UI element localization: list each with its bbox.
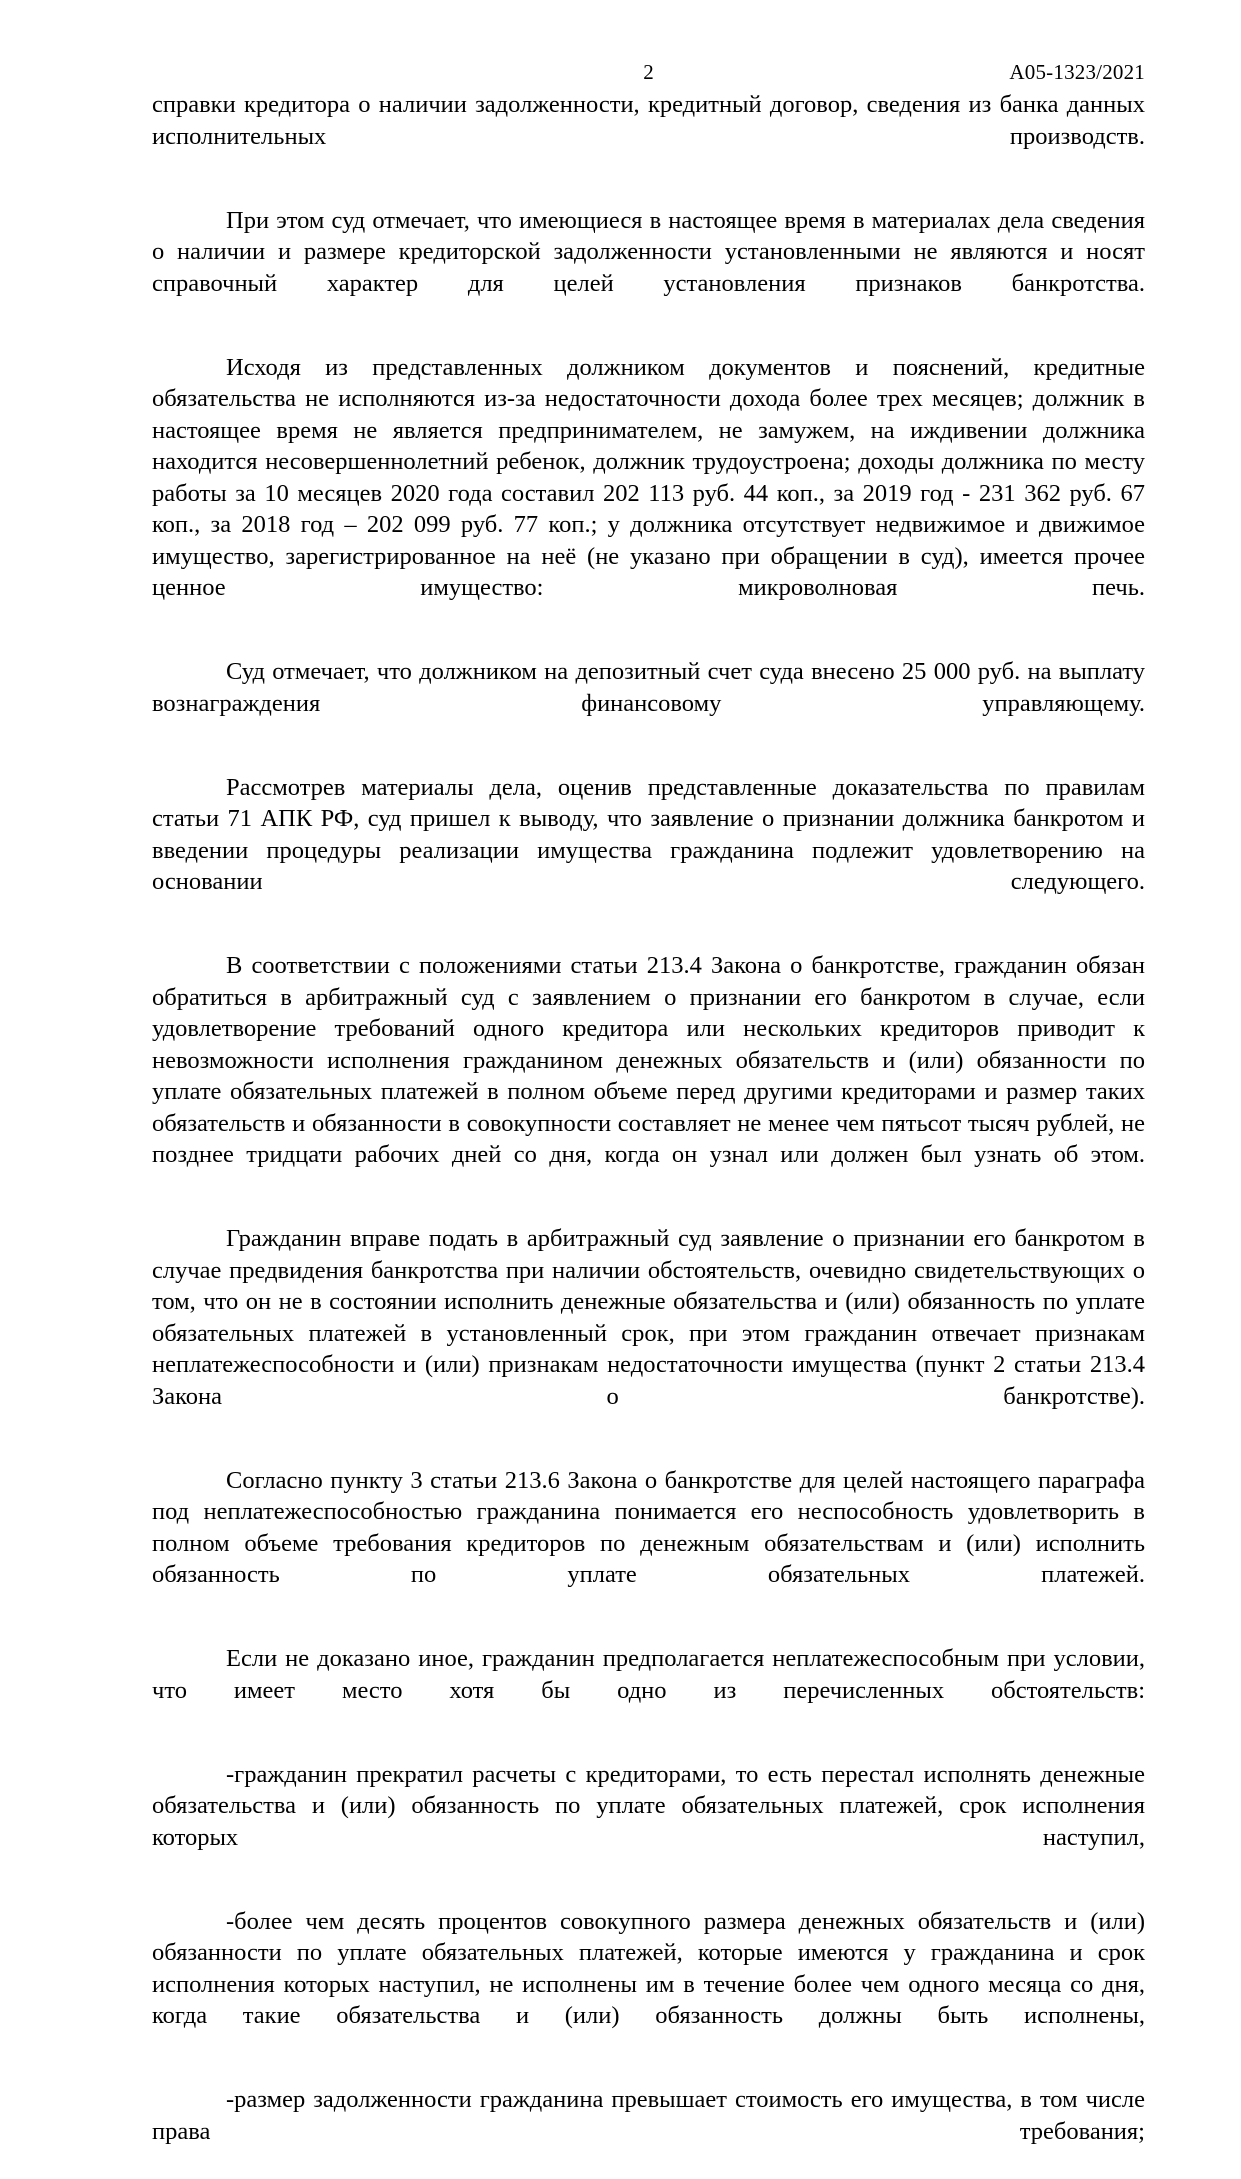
case-number: A05-1323/2021	[1009, 60, 1145, 84]
paragraph-p8: Согласно пункту 3 статьи 213.6 Закона о банкротстве для целей настоящего параграфа под неплатежеспособностью гражданина понимается его неспособность удовлетворить в полном объеме требования кредиторов по денежным обязательствам и (или) исполнить обязанность по уплате обязательных платежей.	[152, 1466, 1145, 1588]
paragraph-p5: Рассмотрев материалы дела, оценив представленные доказательства по правилам статьи 71 АПК РФ, суд пришел к выводу, что заявление о признании должника банкротом и введении процедуры реализации имущества гражданина подлежит удовлетворению на основании следующего.	[152, 773, 1145, 895]
page-header	[152, 55, 1145, 89]
paragraph-p12: -размер задолженности гражданина превышает стоимость его имущества, в том числе права требования;	[152, 2086, 1145, 2145]
paragraph-p4: Суд отмечает, что должником на депозитный счет суда внесено 25 000 руб. на выплату вознаграждения финансовому управляющему.	[152, 658, 1145, 717]
paragraph-p6: В соответствии с положениями статьи 213.4 Закона о банкротстве, гражданин обязан обратиться в арбитражный суд с заявлением о признании его банкротом в случае, если удовлетворение требований одного кредитора или нескольких кредиторов приводит к невозможности исполнения гражданином денежных обязательств и (или) обязанности по уплате обязательных платежей в полном объеме перед другими кредиторами и размер таких обязательств и обязанности в совокупности составляет не менее чем пятьсот тысяч рублей, не позднее тридцати рабочих дней со дня, когда он узнал или должен был узнать об этом.	[152, 952, 1145, 1168]
paragraph-p9: Если не доказано иное, гражданин предполагается неплатежеспособным при условии, что имеет место хотя бы одно из перечисленных обстоятельств:	[152, 1645, 1145, 1704]
paragraph-p3: Исходя из представленных должником документов и пояснений, кредитные обязательства не исполняются из-за недостаточности дохода более трех месяцев; должник в настоящее время не является предпринимателем, не замужем, на иждивении должника находится несовершеннолетний ребенок, должник трудоустроена; доходы должника по месту работы за 10 месяцев 2020 года составил 202 113 руб. 44 коп., за 2019 год - 231 362 руб. 67 коп., за 2018 год – 202 099 руб. 77 коп.; у должника отсутствует недвижимое и движимое имущество, зарегистрированное на неё (не указано при обращении в суд), имеется прочее ценное имущество: микроволновая печь.	[152, 353, 1145, 601]
paragraph-p7: Гражданин вправе подать в арбитражный суд заявление о признании его банкротом в случае предвидения банкротства при наличии обстоятельств, очевидно свидетельствующих о том, что он не в состоянии исполнить денежные обязательства и (или) обязанность по уплате обязательных платежей в установленный срок, при этом гражданин отвечает признакам неплатежеспособности и (или) признакам недостаточности имущества (пункт 2 статьи 213.4 Закона о банкротстве).	[152, 1225, 1145, 1410]
paragraph-p10: -гражданин прекратил расчеты с кредиторами, то есть перестал исполнять денежные обязательства и (или) обязанность по уплате обязательных платежей, срок исполнения которых наступил,	[152, 1760, 1145, 1851]
paragraph-p2: При этом суд отмечает, что имеющиеся в настоящее время в материалах дела сведения о наличии и размере кредиторской задолженности установленными не являются и носят справочный характер для целей установления признаков банкротства.	[152, 206, 1145, 297]
document-body	[152, 89, 1145, 2179]
page-number: 2	[643, 60, 654, 84]
paragraph-p1: справки кредитора о наличии задолженности, кредитный договор, сведения из банка данных исполнительных производств.	[152, 91, 1145, 150]
paragraph-p11: -более чем десять процентов совокупного размера денежных обязательств и (или) обязанности по уплате обязательных платежей, которые имеются у гражданина и срок исполнения которых наступил, не исполнены им в течение более чем одного месяца со дня, когда такие обязательства и (или) обязанность должны быть исполнены,	[152, 1907, 1145, 2029]
